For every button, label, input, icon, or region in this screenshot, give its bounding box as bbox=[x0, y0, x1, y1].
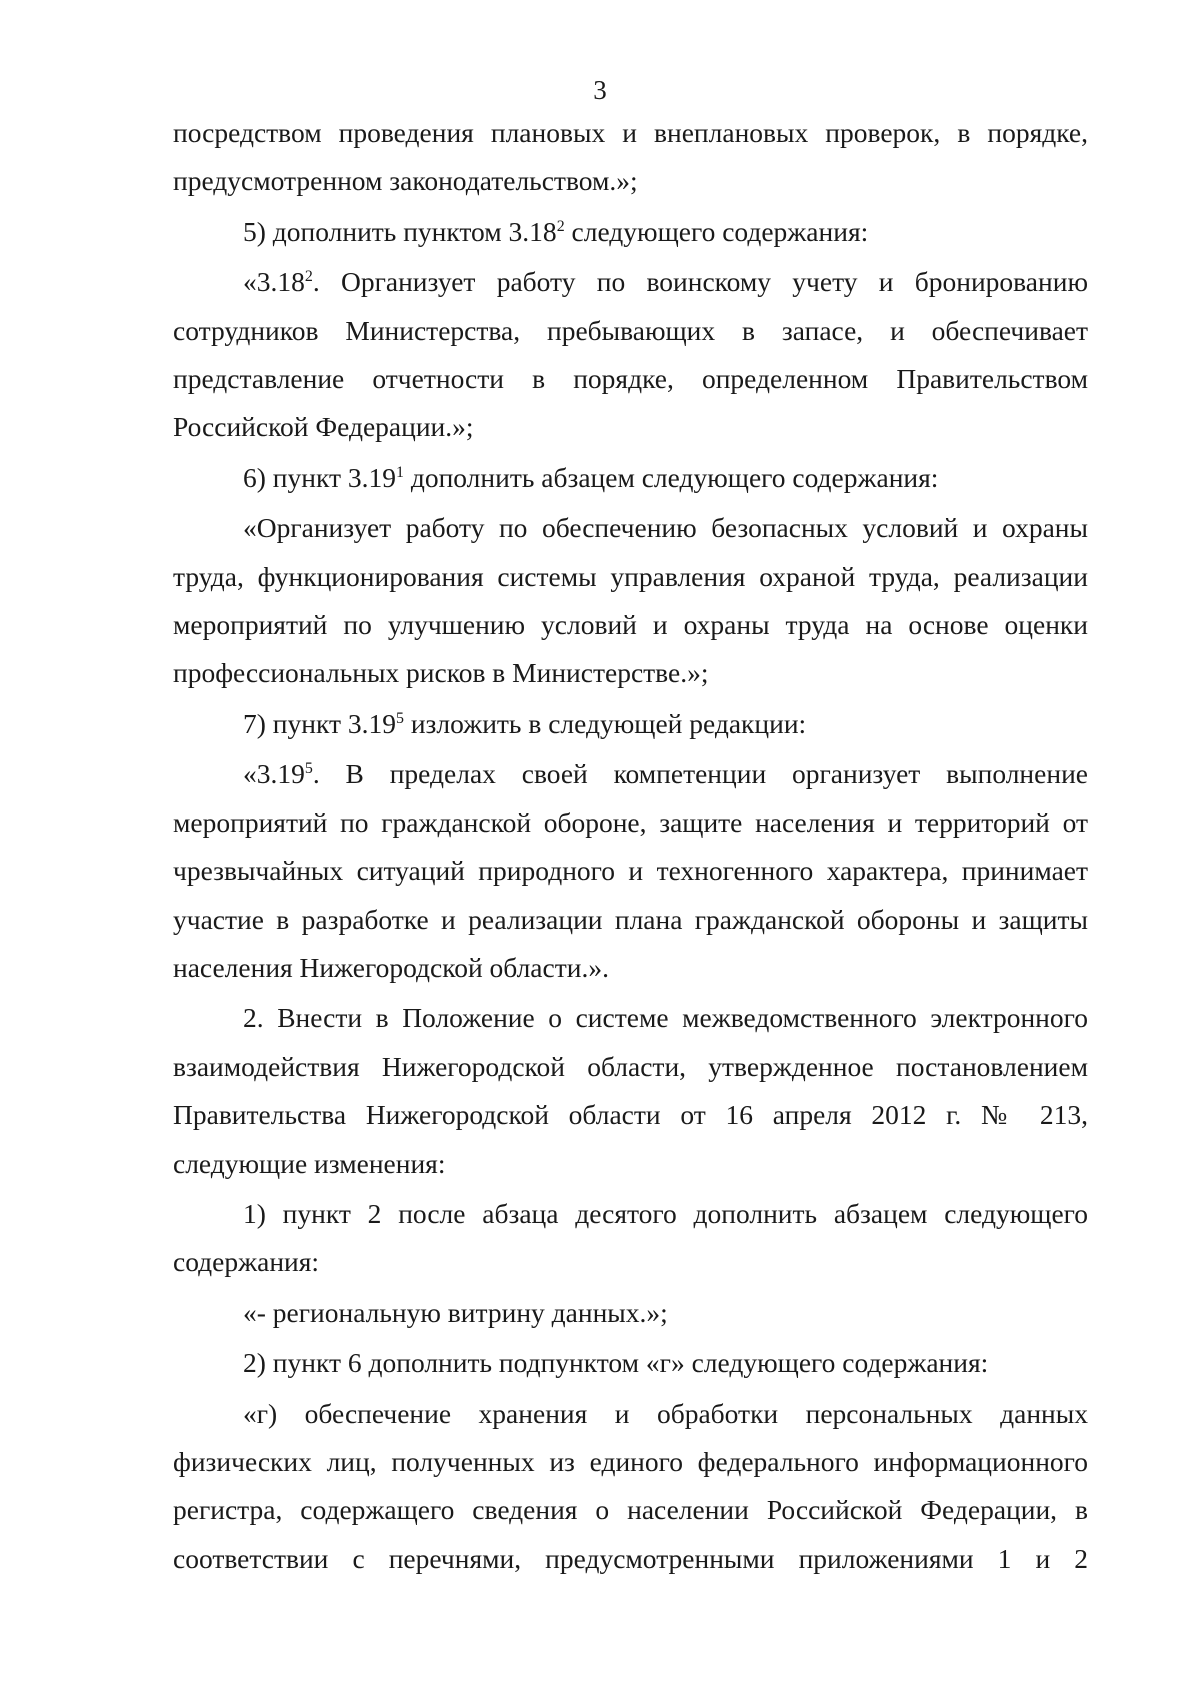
superscript: 5 bbox=[304, 760, 313, 778]
paragraph-item-6: 6) пункт 3.19$^1$ дополнить абзацем следующего содержания: bbox=[243, 461, 939, 493]
paragraph-item-5: 5) дополнить пунктом 3.18$^2$ следующего содержания: bbox=[243, 215, 869, 247]
superscript: 2 bbox=[304, 268, 313, 286]
superscript: 1 bbox=[395, 463, 404, 481]
superscript: 5 bbox=[395, 710, 404, 727]
superscript: 2 bbox=[556, 217, 565, 235]
paragraph-data-showcase: «- региональную витрину данных.»; bbox=[243, 1296, 668, 1328]
paragraph-section-2: 2. Внести в Положение о системе межведомственного электронного взаимодействия Нижегородской области, утвержденное постановлением Правительства Нижегородской области от 16 апреля 2012 г. № 213, следующие изменения: bbox=[173, 1002, 1088, 1179]
paragraph-section-2-item-1: 1) пункт 2 после абзаца десятого дополнить абзацем следующего содержания: bbox=[173, 1197, 1088, 1278]
paragraph-item-7: 7) пункт 3.19$^5$ изложить в следующей редакции: bbox=[243, 707, 807, 739]
paragraph-clause-3-18-2: «3.18$^2$. Организует работу по воинскому учету и бронированию сотрудников Министерства, пребывающих в запасе, и обеспечивает представление отчетности в порядке, определенном Правительством Российской Федерации.»; bbox=[173, 266, 1088, 443]
paragraph-continuation: посредством проведения плановых и внеплановых проверок, в порядке, предусмотренном законодательством.»; bbox=[173, 117, 1088, 197]
paragraph-clause-3-19-5: «3.19$^5$. В пределах своей компетенции организует выполнение мероприятий по гражданской обороне, защите населения и территорий от чрезвычайных ситуаций природного и техногенного характера, принимает участие в разработке и реализации плана гражданской обороны и защиты населения Нижегородской области.». bbox=[173, 758, 1088, 983]
page-number: 3 bbox=[593, 75, 607, 105]
paragraph-subclause-g: «г) обеспечение хранения и обработки персональных данных физических лиц, полученных из единого федерального информационного регистра, содержащего сведения о населении Российской Федерации, в соответствии с перечнями, предусмотренными приложениями 1 и 2 bbox=[173, 1397, 1088, 1574]
paragraph-section-2-item-2: 2) пункт 6 дополнить подпунктом «г» следующего содержания: bbox=[243, 1347, 989, 1379]
document-body bbox=[173, 109, 1088, 1583]
paragraph-labor-safety: «Организует работу по обеспечению безопасных условий и охраны труда, функционирования системы управления охраной труда, реализации мероприятий по улучшению условий и охраны труда на основе оценки профессиональных рисков в Министерстве.»; bbox=[173, 512, 1088, 689]
